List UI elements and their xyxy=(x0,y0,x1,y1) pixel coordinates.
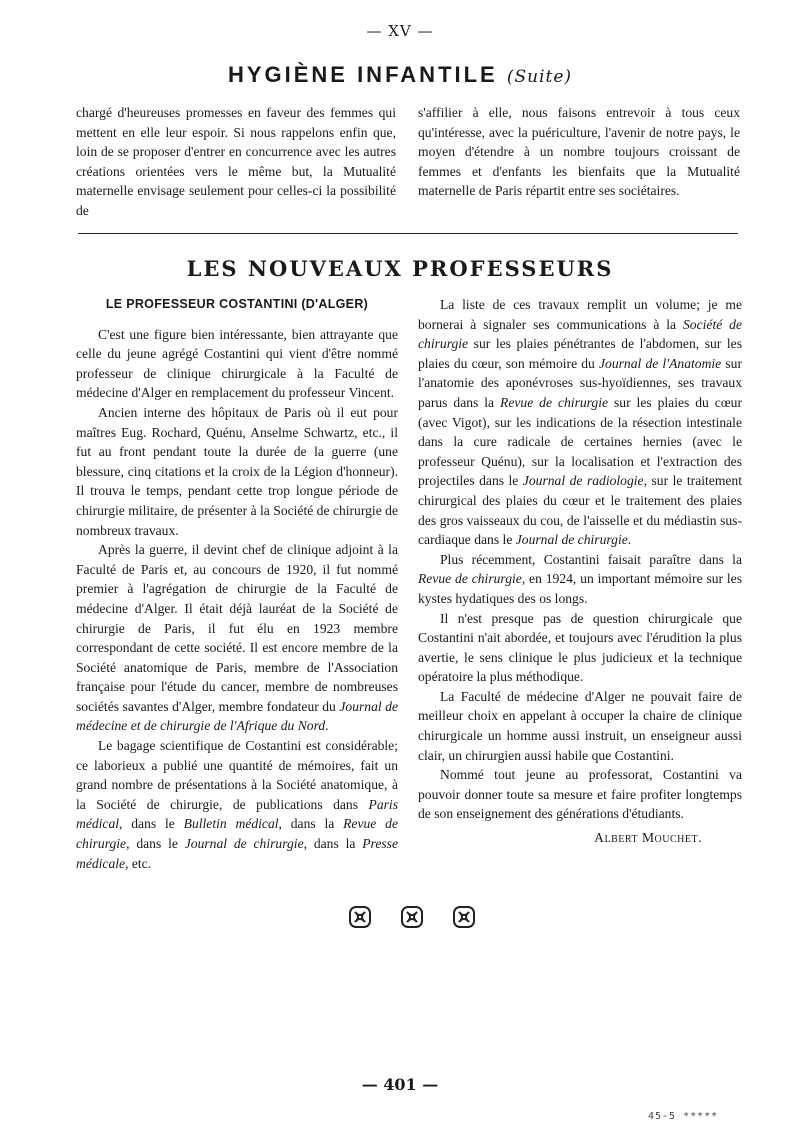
ornament-icon xyxy=(350,907,370,927)
ornament-group xyxy=(346,903,478,933)
article-subtitle: LE PROFESSEUR COSTANTINI (D'ALGER) xyxy=(105,297,369,311)
paragraph: Nommé tout jeune au professorat, Costantini va pouvoir donner toute sa mesure et faire profiter longtemps de son enseignement des générations d'étudiants. xyxy=(418,767,742,822)
article-title: LES NOUVEAUX PROFESSEURS xyxy=(186,256,614,281)
continued-left-column xyxy=(76,103,396,221)
author-signature: Albert Mouchet. xyxy=(594,830,702,846)
section-divider xyxy=(78,233,738,234)
article-left-column xyxy=(76,295,398,873)
section-title xyxy=(0,62,800,88)
paragraph: La liste de ces travaux remplit un volume; je me bornerai à signaler ses communications à la Société de chirurgie sur les plaies pénétrantes de l'abdomen, sur les plaies du cœur, son mémoire du Journal de l'Anatomie sur l'anatomie des aponévroses sus-hyoïdiennes, ses travaux parus dans la Revue de chirurgie sur les plaies du cœur (avec Vigot), sur les indications de la résection intestinale dans la cure radicale de certaines hernies (avec le professeur Quénu), sur la localisation et l'extraction des projectiles dans le Journal de radiologie, sur le traitement chirurgical des plaies du cœur et le traitement des plaies des gros vaisseaux du cou, de l'aisselle et du médiastin sus-cardiaque dans le Journal de chirurgie. xyxy=(418,297,742,548)
continued-right-column xyxy=(418,103,740,201)
paragraph: Plus récemment, Costantini faisait paraître dans la Revue de chirurgie, en 1924, un important mémoire sur les kystes hydatiques des os longs. xyxy=(418,551,742,606)
page-roman-numeral: — XV — xyxy=(366,22,434,40)
page-number: — 401 — xyxy=(361,1075,439,1094)
paragraph: Il n'est presque pas de question chirurgicale que Costantini n'ait abordée, et toujours avec l'érudition la plus avertie, le sens clinique le plus judicieux et la technique opératoire la plus méthodique. xyxy=(418,610,742,685)
ornament-icon xyxy=(454,907,474,927)
section-title-text: HYGIÈNE INFANTILE xyxy=(227,62,498,87)
section-title-suite: (Suite) xyxy=(506,67,573,87)
continued-right-text: s'affilier à elle, nous faisons entrevoir à tous ceux qu'intéresse, avec la puériculture, l'avenir de notre pays, le moyen d'étendre à un nombre toujours croissant de femmes et d'enfants les bienfaits que la Mutualité maternelle de Paris répartit entre ses sociétaires. xyxy=(418,105,740,199)
continued-left-text: chargé d'heureuses promesses en faveur des femmes qui mettent en elle leur espoir. Si nous rappelons enfin que, loin de se proposer d'entrer en concurrence avec les autres créations orientées vers le même but, la Mutualité maternelle envisage seulement pour celles-ci la possibilité de xyxy=(76,105,396,218)
ornament-icon xyxy=(402,907,422,927)
paragraph: C'est une figure bien intéressante, bien attrayante que celle du jeune agrégé Costantini qui vient d'être nommé professeur de clinique chirurgicale à la Faculté de médecine d'Alger en remplacement du professeur Vincent. xyxy=(76,326,398,401)
article-right-column xyxy=(418,295,742,848)
printer-mark: 45-5 ***** xyxy=(648,1111,719,1122)
paragraph: Le bagage scientifique de Costantini est considérable; ce laborieux a publié une quantité de mémoires, fait un grand nombre de présentations à la Société anatomique, à la Société de chirurgie, de publications dans Paris médical, dans le Bulletin médical, dans la Revue de chirurgie, dans le Journal de chirurgie, dans la Presse médicale, etc. xyxy=(76,738,398,871)
paragraph: Après la guerre, il devint chef de clinique adjoint à la Faculté de Paris et, au concours de 1920, il fut nommé premier à l'agrégation de chirurgie de la Faculté de médecine d'Alger. Il était déjà lauréat de la Société de chirurgie de Paris, il fut élu en 1923 membre correspondant de cette société. Il est encore membre de la Société anatomique de Paris, membre de l'Association française pour l'étude du cancer, membre de nombreuses sociétés savantes d'Alger, membre fondateur du Journal de médecine et de chirurgie de l'Afrique du Nord. xyxy=(76,542,398,734)
paragraph: La Faculté de médecine d'Alger ne pouvait faire de meilleur choix en appelant à occuper la chaire de clinique chirurgicale un homme aussi instruit, un enseigneur aussi clair, un chirurgien aussi habile que Costantini. xyxy=(418,688,742,763)
paragraph: Ancien interne des hôpitaux de Paris où il eut pour maîtres Eug. Rochard, Quénu, Anselme Schwartz, etc., il fut au front pendant toute la durée de la guerre (une blessure, cinq citations et la croix de la Légion d'honneur). Il trouva le temps, pendant cette trop longue période de chirurgie militaire, de présenter à la Société de chirurgie de nombreux travaux. xyxy=(76,404,398,538)
